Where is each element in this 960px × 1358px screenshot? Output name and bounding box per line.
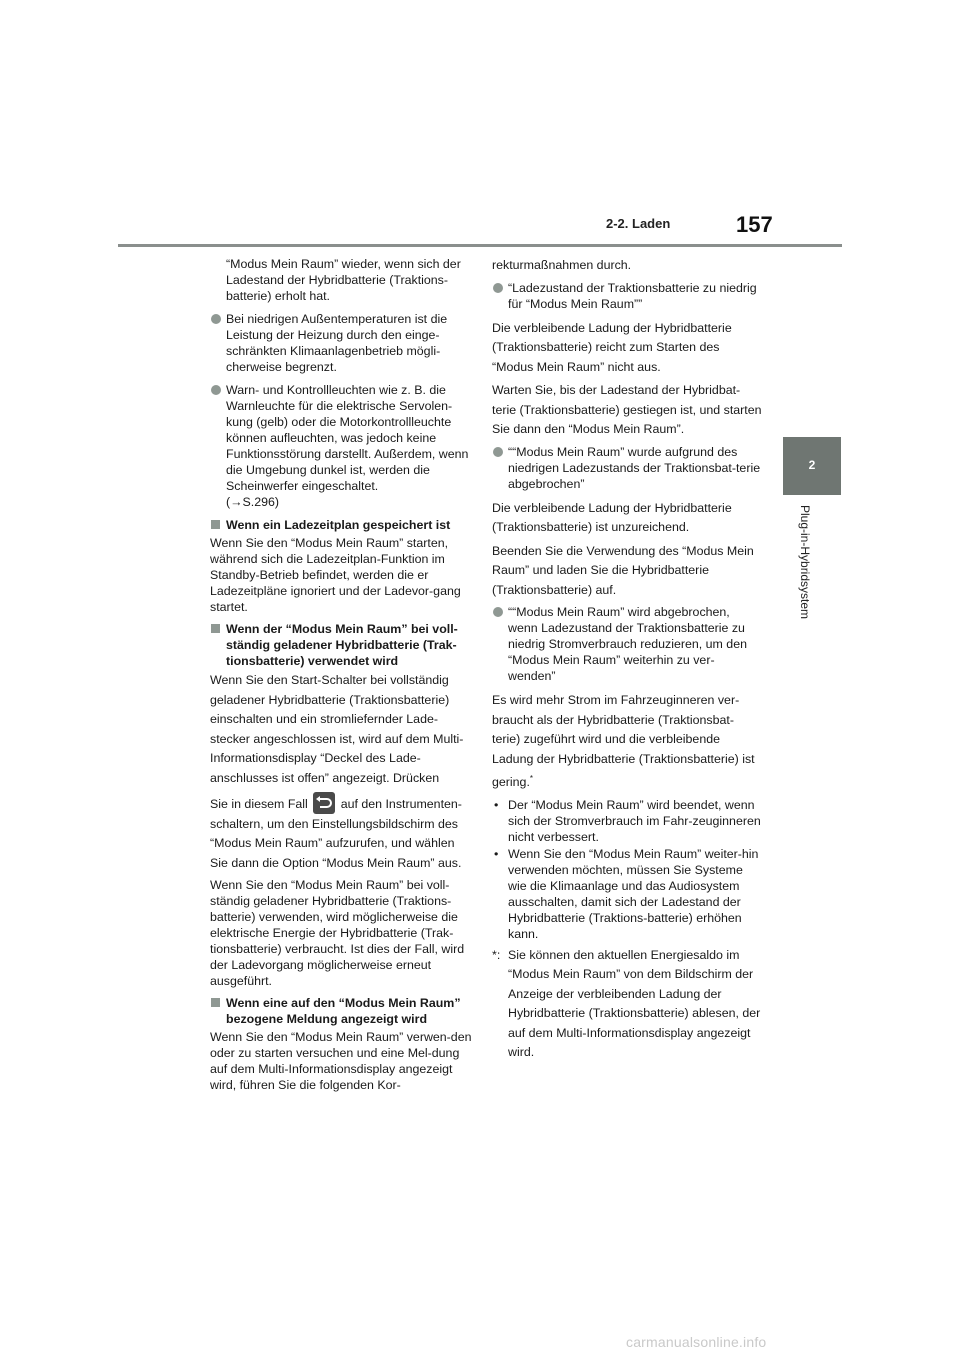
fully-charged-text: Wenn Sie den Start-Schalter bei vollständig geladener Hybridbatterie (Traktionsbatterie) einschalten und ein stromliefernder Lade-stecker angeschlossen ist, wird auf dem Multi-Informationsdisplay “Deckel des Lade-anschlusses ist offen” angezeigt. Drücken <box>210 673 464 785</box>
bullet-heating: Bei niedrigen Außentemperaturen ist die Leistung der Heizung durch den einge-schränkten Klimaanlagenbetrieb mögli-cherweise begrenzt. <box>210 311 472 375</box>
charging-schedule-text: Wenn Sie den “Modus Mein Raum” starten, während sich die Ladezeitplan-Funktion im Standby-Betrieb befindet, werden die er Ladezeitpläne ignoriert und der Ladevor-gang startet. <box>210 536 461 614</box>
mode-aborted-action: Beenden Sie die Verwendung des “Modus Mein Raum” und laden Sie die Hybridbatterie (Traktionsbatterie) auf. <box>492 543 754 597</box>
chapter-label: Plug-in-Hybridsystem <box>798 505 812 620</box>
instruction-text-a: Sie in diesem Fall <box>210 797 308 811</box>
bullet-low-charge-start: “Ladezustand der Traktionsbatterie zu niedrig für “Modus Mein Raum”” <box>492 280 762 312</box>
bullet-warning-lights <box>210 382 472 510</box>
heading-charging-schedule: Wenn ein Ladezeitplan gespeichert ist <box>210 517 472 533</box>
instruction-text-b: auf den Instrumenten-schaltern, um den Einstellungsbildschirm des “Modus Mein Raum” aufzurufen, und wählen Sie dann die Option “Modus Mein Raum” aus. <box>210 797 462 870</box>
page-number: 157 <box>736 212 773 237</box>
dash-item-continue-use: • Wenn Sie den “Modus Mein Raum” weiter-hin verwenden möchten, müssen Sie Systeme wie die Klimaanlage und das Audiosystem ausschalten, damit sich der Ladestand der Hybridbatterie (Traktions-batterie) erhöhen kann. <box>492 846 762 942</box>
continuation-text: rekturmaßnahmen durch. <box>492 258 632 272</box>
header-rule <box>118 244 842 247</box>
low-charge-start-cause: Die verbleibende Ladung der Hybridbatterie (Traktionsbatterie) reicht zum Starten des “Modus Mein Raum” nicht aus. <box>492 320 732 374</box>
reduce-consumption-cause <box>492 691 762 793</box>
bullet-mode-aborted: ““Modus Mein Raum” wurde aufgrund des niedrigen Ladezustands der Traktionsbat-terie abgebrochen” <box>492 444 762 492</box>
heading-message-shown: Wenn eine auf den “Modus Mein Raum” bezogene Meldung angezeigt wird <box>210 995 472 1027</box>
low-charge-start-action: Warten Sie, bis der Ladestand der Hybridbat-terie (Traktionsbatterie) gestiegen ist, und starten Sie dann den “Modus Mein Raum”. <box>492 383 762 436</box>
chapter-number: 2 <box>808 458 816 472</box>
reduce-consumption-text: Es wird mehr Strom im Fahrzeuginneren ver-braucht als der Hybridbatterie (Traktionsbat-terie) zugeführt wird und die verbleibende Ladung der Hybridbatterie (Traktionsbatterie) ist gering. <box>492 693 755 790</box>
footnote-marker: * <box>529 774 534 783</box>
right-column <box>492 256 762 1069</box>
fully-charged-instruction <box>210 792 472 873</box>
page-reference-link[interactable]: (→S.296) <box>226 495 280 509</box>
mode-aborted-cause: Die verbleibende Ladung der Hybridbatterie (Traktionsbatterie) ist unzureichend. <box>492 500 732 534</box>
chapter-tab <box>783 437 841 495</box>
bullet-warning-text: Warn- und Kontrollleuchten wie z. B. die Warnleuchte für die elektrische Servolen-kung (gelb) oder die Motorkontrollleuchte können aufleuchten, was jedoch keine Funktionsstörung darstellt. Außerdem, wenn die Umgebung dunkel ist, werden die Scheinwerfer eingeschaltet. <box>226 383 469 493</box>
message-shown-text: Wenn Sie den “Modus Mein Raum” verwen-den oder zu starten versuchen und eine Mel-dung auf dem Multi-Informationsdisplay angezeigt wird, führen Sie die folgenden Kor- <box>210 1030 472 1092</box>
footnote-text: Sie können den aktuellen Energiesaldo im “Modus Mein Raum” von dem Bildschirm der Anzeige der verbleibenden Ladung der Hybridbatterie (Traktionsbatterie) ablesen, der auf dem Multi-Informationsdisplay angezeigt wird. <box>508 947 761 1060</box>
return-button-icon <box>313 792 335 814</box>
heading-fully-charged: Wenn der “Modus Mein Raum” bei voll-ständig geladener Hybridbatterie (Trak-tionsbatterie) verwendet wird <box>210 621 472 669</box>
footnote <box>492 946 762 1063</box>
fully-charged-consequence: Wenn Sie den “Modus Mein Raum” bei voll-ständig geladener Hybridbatterie (Traktions-batterie) verwenden, wird möglicherweise die elektrische Energie der Hybridbatterie (Trak-tionsbatterie) verbraucht. Ist dies der Fall, wird der Ladevorgang möglicherweise erneut ausgeführt. <box>210 878 465 988</box>
watermark: carmanualsonline.info <box>626 1334 767 1350</box>
left-column <box>210 256 472 1099</box>
dash-item-mode-ends: • Der “Modus Mein Raum” wird beendet, wenn sich der Stromverbrauch im Fahr-zeuginneren nicht verbessert. <box>492 797 762 845</box>
continuation-paragraph: “Modus Mein Raum” wieder, wenn sich der Ladestand der Hybridbatterie (Traktions-batterie) erholt hat. <box>226 257 461 303</box>
bullet-reduce-consumption: ““Modus Mein Raum” wird abgebrochen, wenn Ladezustand der Traktionsbatterie zu niedrig Stromverbrauch reduzieren, um den “Modus Mein Raum” weiterhin zu ver-wenden” <box>492 604 762 684</box>
section-title: 2-2. Laden <box>606 216 671 231</box>
footnote-mark: *: <box>492 947 501 962</box>
